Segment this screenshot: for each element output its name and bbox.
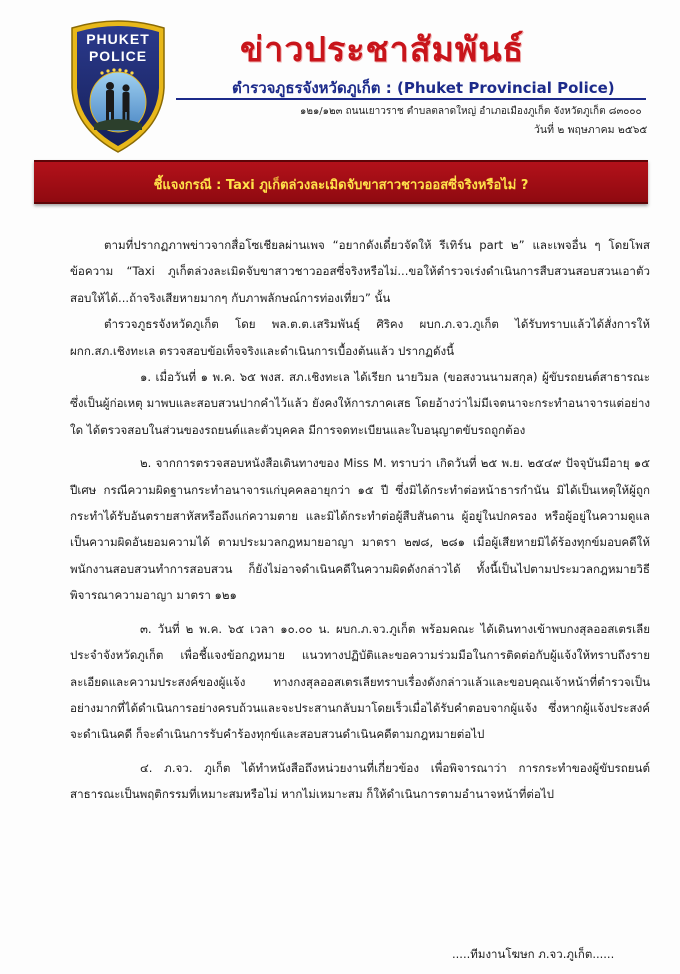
body-paragraph-item-4: ๔. ภ.จว. ภูเก็ต ได้ทำหนังสือถึงหน่วยงานที่เกี่ยวข้อง เพื่อพิจารณาว่า การกระทำของผู้ขับรถยนต์สาธารณะเป็นพฤติกรรมที่เหมาะสมหรือไม่ หากไม่เหมาะสม ก็ให้ดำเนินการตามอำนาจหน้าที่ต่อไป	[70, 760, 650, 802]
body-paragraph-item-2: ๒. จากการตรวจสอบหนังสือเดินทางของ Miss M. ทราบว่า เกิดวันที่ ๒๕ พ.ย. ๒๕๔๙ ปัจจุบันมีอายุ ๑๕ ปีเศษ กรณีความผิดฐานกระทำอนาจารแก่บุคคลอายุกว่า ๑๕ ปี ซึ่งมิได้กระทำต่อหน้าธารกำนัน มิได้เป็นเหตุให้ผู้ถูกกระทำได้รับอันตรายสาหัสหรือถึงแก่ความตาย และมิได้กระทำต่อผู้สืบสันดาน ผู้อยู่ในปกครอง หรือผู้อยู่ในความดูแล เป็นความผิดอันยอมความได้ ตามประมวลกฎหมายอาญา มาตรา ๒๗๘, ๒๘๑ เมื่อผู้เสียหายมิได้ร้องทุกข์มอบคดีให้พนักงานสอบสวนทำการสอบสวน ก็ยังไม่อาจดำเนินคดีในความผิดดังกล่าวได้ ทั้งนี้เป็นไปตามประมวลกฎหมายวิธีพิจารณาความอาญา มาตรา ๑๒๑	[70, 456, 650, 603]
header-divider	[176, 98, 646, 100]
body-paragraph-item-1: ๑. เมื่อวันที่ ๑ พ.ค. ๖๕ พงส. สภ.เชิงทะเล ได้เรียก นายวิมล (ขอสงวนนามสกุล) ผู้ขับรถยนต์สาธารณะ ซึ่งเป็นผู้ก่อเหตุ มาพบและสอบสวนปากคำไว้แล้ว ยังคงให้การภาคเสธ โดยอ้างว่าไม่มีเจตนาจะกระทำอนาจารแต่อย่างใด ได้ตรวจสอบในส่วนของรถยนต์และตัวบุคคล มีการจดทะเบียนและใบอนุญาตขับรถถูกต้อง	[70, 370, 650, 437]
badge-text-police: POLICE	[88, 48, 148, 64]
badge-text-phuket: PHUKET	[86, 31, 150, 47]
headline-text: ชี้แจงกรณี : Taxi ภูเก็ตล่วงละเมิดจับขาสาวชาวออสซี่จริงหรือไม่ ?	[153, 178, 529, 193]
body-paragraph-action: ตำรวจภูธรจังหวัดภูเก็ต โดย พล.ต.ต.เสริมพันธุ์ ศิริคง ผบก.ภ.จว.ภูเก็ต ได้รับทราบแล้วได้สั่งการให้ ผกก.สภ.เชิงทะเล ตรวจสอบข้อเท็จจริงและดำเนินการเบื้องต้นแล้ว ปรากฏดังนี้	[70, 317, 650, 358]
release-body	[70, 232, 650, 808]
agency-subtitle: ตำรวจภูธรจังหวัดภูเก็ต : (Phuket Provincial Police)	[232, 79, 615, 97]
headline-banner	[34, 160, 648, 204]
release-date: วันที่ ๒ พฤษภาคม ๒๕๖๕	[534, 124, 648, 136]
page-title: ข่าวประชาสัมพันธ์	[240, 30, 525, 70]
body-paragraph-intro: ตามที่ปรากฏภาพข่าวจากสื่อโซเชียลผ่านเพจ “อยากดังเดี๋ยวจัดให้ รีเทิร์น part ๒” และเพจอื่น ๆ โดยโพสข้อความ “Taxi ภูเก็ตล่วงละเมิดจับขาสาวชาวออสซี่จริงหรือไม่...ขอให้ตำรวจเร่งดำเนินการสืบสวนสอบสวนเอาตัวสอบให้ได้...ถ้าจริงเสียหายมากๆ กับภาพลักษณ์การท่องเที่ยว” นั้น	[70, 238, 650, 305]
phuket-police-badge-logo	[64, 18, 172, 156]
body-paragraph-item-3: ๓. วันที่ ๒ พ.ค. ๖๕ เวลา ๑๐.๐๐ น. ผบก.ภ.จว.ภูเก็ต พร้อมคณะ ได้เดินทางเข้าพบกงสุลออสเตรเลีย ประจำจังหวัดภูเก็ต เพื่อชี้แจงข้อกฎหมาย แนวทางปฏิบัติและขอความร่วมมือในการติดต่อกับผู้แจ้งให้ทราบถึงรายละเอียดและความประสงค์ของผู้แจ้ง ทางกงสุลออสเตรเลียทราบเรื่องดังกล่าวแล้วและขอบคุณเจ้าหน้าที่ตำรวจเป็นอย่างมากที่ได้ดำเนินการอย่างครบถ้วนและจะประสานกลับมาโดยเร็วเมื่อได้รับคำตอบจากผู้แจ้ง ซึ่งหากผู้แจ้งประสงค์จะดำเนินคดี ก็จะดำเนินการรับคำร้องทุกข์และสอบสวนดำเนินคดีตามกฎหมายต่อไป	[70, 621, 650, 742]
agency-address: ๑๒๑/๑๒๓ ถนนเยาวราช ตำบลตลาดใหญ่ อำเภอเมืองภูเก็ต จังหวัดภูเก็ต ๘๓๐๐๐	[300, 106, 642, 117]
spokesperson-signoff: .....ทีมงานโฆษก ภ.จว.ภูเก็ต......	[452, 947, 615, 961]
